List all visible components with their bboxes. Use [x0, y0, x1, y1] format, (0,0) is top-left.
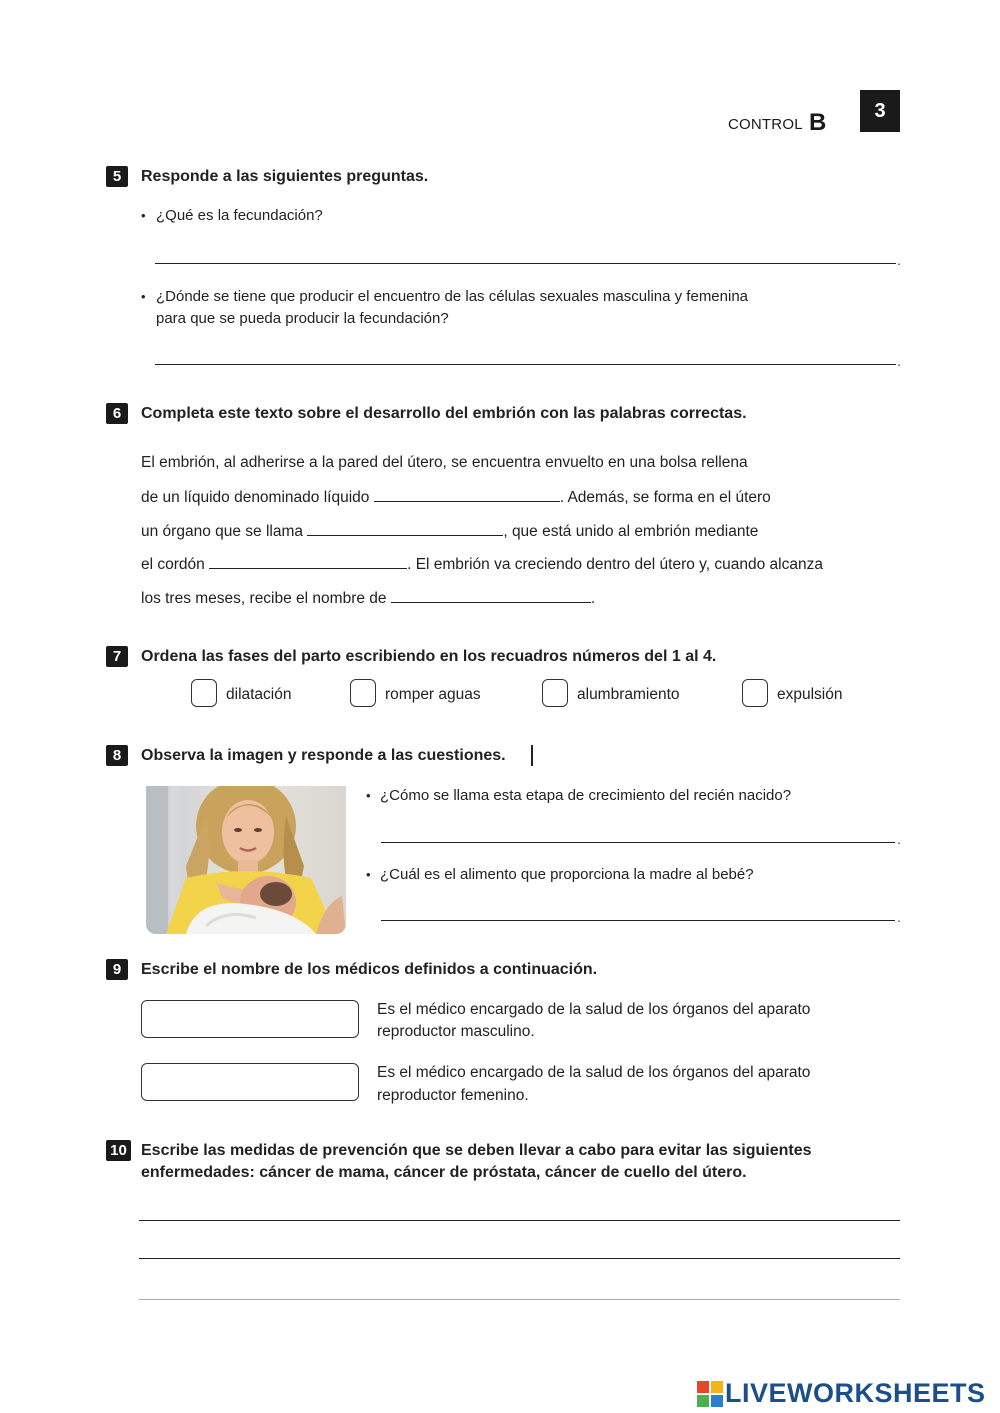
- photo-illustration: [146, 786, 346, 934]
- q6-number: 6: [106, 403, 128, 424]
- q6-blank-umbilical[interactable]: [209, 554, 407, 569]
- liveworksheets-grid-icon: [697, 1381, 723, 1407]
- q9-answer-box-gynecologist[interactable]: [141, 1063, 359, 1101]
- q7-label-romper-aguas: romper aguas: [385, 686, 481, 703]
- q7-box-dilatacion[interactable]: [191, 679, 217, 707]
- line-end-dot: .: [897, 909, 901, 925]
- q5-bullet-2: [141, 286, 146, 308]
- q10-title-line-1: Escribe las medidas de prevención que se deben llevar a cabo para evitar las siguientes: [141, 1142, 812, 1159]
- q8-number: 8: [106, 745, 128, 766]
- q5-question-1: ¿Qué es la fecundación?: [156, 207, 323, 224]
- q6-text-3a: un órgano que se llama: [141, 523, 304, 540]
- q6-text-4a: el cordón: [141, 556, 205, 573]
- q6-text-2a: de un líquido denominado líquido: [141, 489, 370, 506]
- q8-answer-line-2[interactable]: [381, 920, 895, 921]
- q5-title: Responde a las siguientes preguntas.: [141, 168, 429, 185]
- q8-answer-line-1[interactable]: [381, 842, 895, 843]
- q9-title: Escribe el nombre de los médicos definidos a continuación.: [141, 961, 598, 978]
- q10-answer-line-1[interactable]: [139, 1220, 900, 1221]
- bullet-icon: •: [366, 788, 371, 803]
- liveworksheets-logo: [697, 1378, 986, 1409]
- q8-bullet-1: [366, 785, 371, 807]
- line-end-dot: .: [897, 831, 901, 847]
- q7-box-romper-aguas[interactable]: [350, 679, 376, 707]
- q10-answer-line-3[interactable]: [139, 1299, 900, 1300]
- q10-number: 10: [106, 1140, 131, 1161]
- q8-question-2: ¿Cuál es el alimento que proporciona la madre al bebé?: [380, 866, 754, 883]
- q9-number: 9: [106, 959, 128, 980]
- q6-text-line-3: [141, 521, 758, 541]
- q9-definition-1-line-1: Es el médico encargado de la salud de los órganos del aparato: [377, 1001, 811, 1018]
- q6-text-line-1: El embrión, al adherirse a la pared del útero, se encuentra envuelto en una bolsa rellena: [141, 454, 748, 471]
- q9-answer-box-urologist[interactable]: [141, 1000, 359, 1038]
- q6-blank-amniotic[interactable]: [374, 487, 560, 502]
- bullet-icon: •: [366, 867, 371, 882]
- q10-title-line-2: enfermedades: cáncer de mama, cáncer de próstata, cáncer de cuello del útero.: [141, 1164, 747, 1181]
- q7-label-dilatacion: dilatación: [226, 686, 292, 703]
- q6-blank-placenta[interactable]: [307, 521, 503, 536]
- q6-blank-fetus[interactable]: [391, 588, 591, 603]
- q9-definition-1-line-2: reproductor masculino.: [377, 1023, 535, 1040]
- bullet-icon: •: [141, 208, 146, 223]
- q7-title: Ordena las fases del parto escribiendo en los recuadros números del 1 al 4.: [141, 648, 717, 665]
- q6-text-5b: .: [590, 590, 596, 607]
- q5-question-2-line-1: ¿Dónde se tiene que producir el encuentro de las células sexuales masculina y femenina: [156, 288, 749, 305]
- line-end-dot: .: [897, 252, 901, 268]
- bullet-icon: •: [141, 289, 146, 304]
- q7-box-expulsion[interactable]: [742, 679, 768, 707]
- control-letter: B: [809, 109, 827, 136]
- q6-text-2b: . Además, se forma en el útero: [559, 489, 771, 506]
- q7-label-alumbramiento: alumbramiento: [577, 686, 680, 703]
- q6-text-line-4: [141, 554, 823, 574]
- q8-bullet-2: [366, 864, 371, 886]
- q6-text-line-2: [141, 487, 771, 507]
- line-end-dot: .: [897, 353, 901, 369]
- q8-question-1: ¿Cómo se llama esta etapa de crecimiento del recién nacido?: [380, 787, 792, 804]
- control-label: CONTROL: [728, 116, 803, 133]
- q10-answer-line-2[interactable]: [139, 1258, 900, 1259]
- q6-text-3b: , que está unido al embrión mediante: [503, 523, 759, 540]
- q6-text-line-5: [141, 588, 595, 608]
- q7-label-expulsion: expulsión: [777, 686, 843, 703]
- brand-name: LIVEWORKSHEETS: [725, 1378, 986, 1408]
- q8-title: Observa la imagen y responde a las cuestiones.: [141, 747, 506, 764]
- q5-answer-line-1[interactable]: [155, 263, 896, 264]
- q5-number: 5: [106, 166, 128, 187]
- q5-question-2-line-2: para que se pueda producir la fecundación?: [156, 310, 449, 327]
- q7-number: 7: [106, 646, 128, 667]
- q6-text-4b: . El embrión va creciendo dentro del útero y, cuando alcanza: [407, 556, 823, 573]
- unit-number-badge: 3: [860, 90, 900, 132]
- q6-text-5a: los tres meses, recibe el nombre de: [141, 590, 387, 607]
- q6-title: Completa este texto sobre el desarrollo del embrión con las palabras correctas.: [141, 405, 747, 422]
- q5-bullet-1: [141, 205, 146, 227]
- text-cursor: [531, 745, 533, 766]
- q5-answer-line-2[interactable]: [155, 364, 896, 365]
- mother-breastfeeding-photo: [146, 786, 346, 934]
- q9-definition-2-line-2: reproductor femenino.: [377, 1087, 529, 1104]
- q7-box-alumbramiento[interactable]: [542, 679, 568, 707]
- q9-definition-2-line-1: Es el médico encargado de la salud de los órganos del aparato: [377, 1064, 811, 1081]
